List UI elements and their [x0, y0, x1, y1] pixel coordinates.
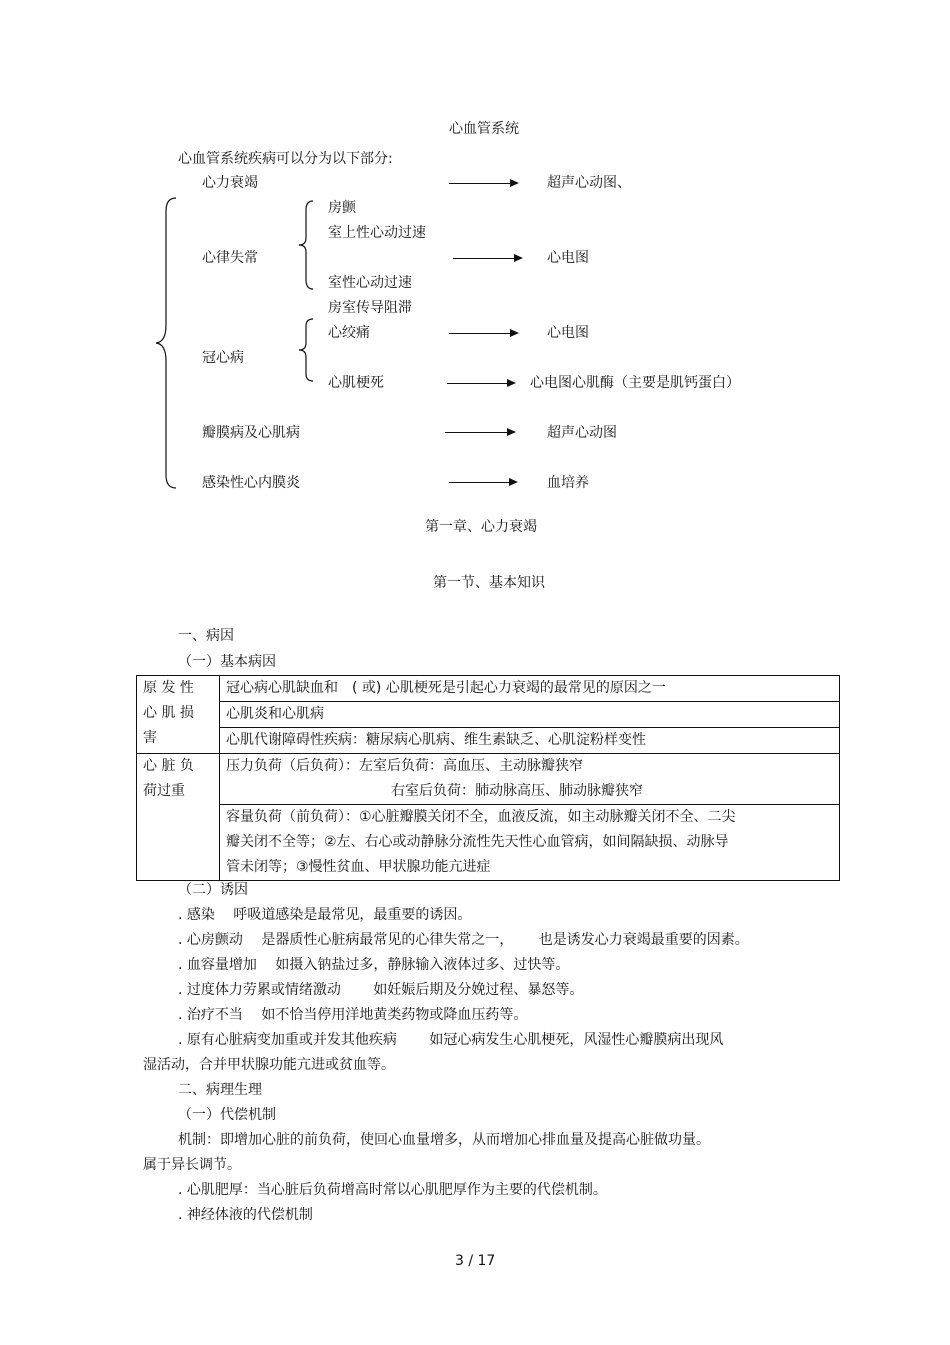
arrow-angina [449, 333, 510, 334]
trigger-item: . 感染 呼吸道感染是最常见，最重要的诱因。 [178, 907, 472, 923]
main-brace [154, 197, 180, 489]
compensation-heading: （一）代偿机制 [178, 1107, 276, 1123]
chd-brace [297, 318, 317, 382]
arrow-heart-failure [449, 183, 510, 184]
chapter-title: 第一章、心力衰竭 [425, 519, 537, 535]
chd-item-mi: 心肌梗死 [328, 375, 384, 391]
arrow-endocarditis [449, 482, 509, 483]
table-group-header: 原 发 性 心 肌 损 害 [137, 676, 220, 754]
trigger-item: . 原有心脏病变加重或并发其他疾病 如冠心病发生心肌梗死，风湿性心瓣膜病出现风 [178, 1032, 724, 1048]
basic-cause-table [136, 675, 840, 881]
valvular-test: 超声心动图 [547, 425, 617, 441]
heart-failure-test: 超声心动图、 [547, 175, 631, 191]
volume-load-line: 容量负荷（前负荷）：①心脏瓣膜关闭不全，血液反流，如主动脉瓣关闭不全、二尖 [226, 809, 736, 825]
basic-cause-heading: （一）基本病因 [178, 654, 276, 670]
table-cell: 心肌代谢障碍性疾病：糖尿病心肌病、维生素缺乏、心肌淀粉样变性 [220, 728, 840, 754]
pressure-load-line: 右室后负荷：肺动脉高压、肺动脉瓣狭窄 [391, 783, 643, 799]
table-row [137, 676, 840, 702]
intro-text: 心血管系统疾病可以分为以下部分: [178, 151, 393, 167]
pathophysiology-heading: 二、病理生理 [178, 1082, 262, 1098]
arrow-valvular [445, 432, 507, 433]
table-cell [220, 805, 840, 881]
valvular-label: 瓣膜病及心肌病 [202, 425, 300, 441]
endocarditis-label: 感染性心内膜炎 [202, 475, 300, 491]
table-cell [220, 754, 840, 805]
page-title: 心血管系统 [449, 121, 519, 137]
trigger-item: . 过度体力劳累或情绪激动 如妊娠后期及分娩过程、暴怒等。 [178, 982, 584, 998]
arrhythmia-test: 心电图 [547, 250, 589, 266]
table-row [137, 754, 840, 805]
table-group-header: 心 脏 负 荷过重 [137, 754, 220, 881]
volume-load-line: 管未闭等；③慢性贫血、甲状腺功能亢进症 [226, 859, 491, 875]
compensation-item: . 神经体液的代偿机制 [178, 1207, 313, 1223]
table-cell: 心肌炎和心肌病 [220, 702, 840, 728]
chd-label: 冠心病 [202, 350, 244, 366]
etiology-heading: 一、病因 [178, 628, 234, 644]
arrhythmia-item: 室上性心动过速 [328, 225, 426, 241]
pressure-load-line: 压力负荷（后负荷）：左室后负荷：高血压、主动脉瓣狭窄 [226, 758, 583, 774]
mechanism-continuation: 属于异长调节。 [143, 1157, 241, 1173]
compensation-item: . 心肌肥厚：当心脏后负荷增高时常以心肌肥厚作为主要的代偿机制。 [178, 1182, 607, 1198]
chd-item-angina: 心绞痛 [328, 325, 370, 341]
section-title: 第一节、基本知识 [433, 575, 545, 591]
trigger-item: . 心房颤动 是器质性心脏病最常见的心律失常之一， 也是诱发心力衰竭最重要的因素。 [178, 932, 749, 948]
trigger-item: . 血容量增加 如摄入钠盐过多，静脉输入液体过多、过快等。 [178, 957, 570, 973]
trigger-continuation: 湿活动，合并甲状腺功能亢进或贫血等。 [143, 1057, 395, 1073]
arrhythmia-label: 心律失常 [202, 250, 258, 266]
heart-failure-label: 心力衰竭 [202, 175, 258, 191]
triggers-heading: （二）诱因 [178, 882, 248, 898]
table-row [137, 702, 840, 728]
mi-test: 心电图心肌酶（主要是肌钙蛋白） [530, 375, 740, 391]
arrhythmia-item: 房颤 [328, 200, 356, 216]
endocarditis-test: 血培养 [547, 475, 589, 491]
arrow-mi [447, 383, 507, 384]
table-row [137, 728, 840, 754]
arrhythmia-item: 室性心动过速 [328, 275, 412, 291]
mechanism-text: 机制：即增加心脏的前负荷，使回心血量增多，从而增加心排血量及提高心脏做功量。 [178, 1132, 710, 1148]
arrow-arrhythmia [453, 258, 514, 259]
angina-test: 心电图 [547, 325, 589, 341]
table-cell: 冠心病心肌缺血和 ( 或) 心肌梗死是引起心力衰竭的最常见的原因之一 [220, 676, 840, 702]
page-number: 3 / 17 [455, 1253, 496, 1269]
table-row [137, 805, 840, 881]
arrhythmia-item: 房室传导阻滞 [328, 300, 412, 316]
volume-load-line: 瓣关闭不全等；②左、右心或动静脉分流性先天性心血管病，如间隔缺损、动脉导 [226, 834, 729, 850]
arrhythmia-brace [297, 200, 317, 290]
trigger-item: . 治疗不当 如不恰当停用洋地黄类药物或降血压药等。 [178, 1007, 528, 1023]
